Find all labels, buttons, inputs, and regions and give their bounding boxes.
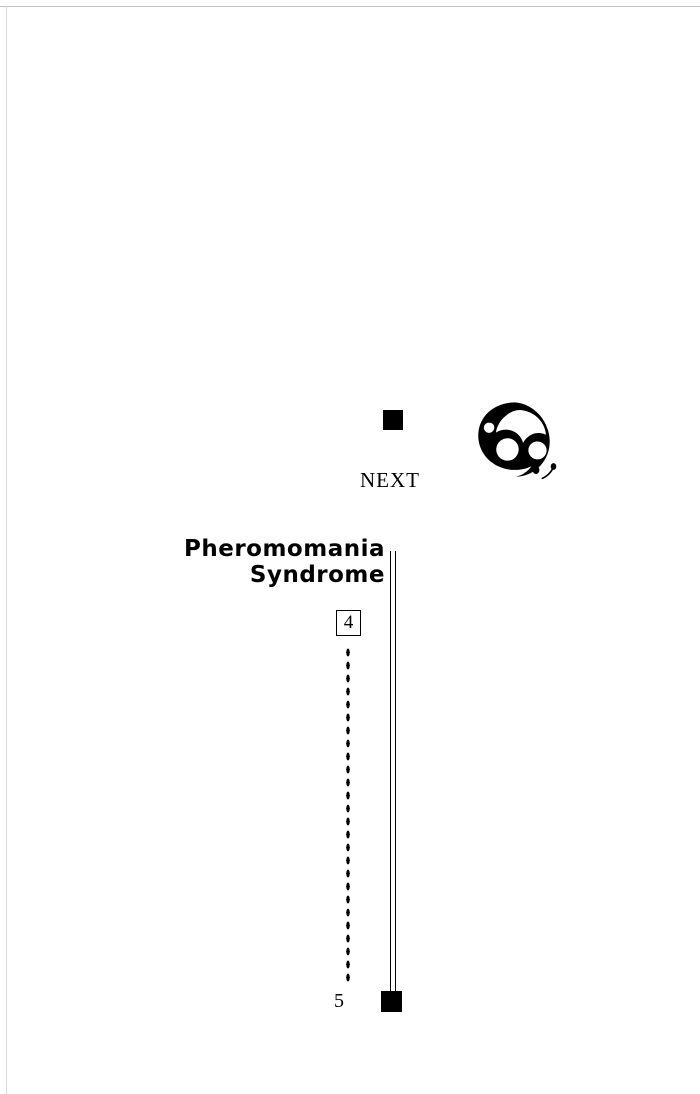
- filled-square-icon: [383, 410, 403, 430]
- title-line-1: Pheromomania: [183, 536, 385, 562]
- vertical-double-rule: [390, 551, 397, 998]
- vertical-dotted-line: [345, 646, 351, 982]
- page-left-edge-line: [6, 6, 7, 1094]
- title-line-2: Syndrome: [249, 562, 385, 588]
- page-title: [140, 538, 385, 587]
- next-label: NEXT: [360, 468, 420, 492]
- page-number: 5: [334, 990, 344, 1012]
- stylized-face-hair-logo-icon: [466, 398, 566, 503]
- chapter-number-box: 4: [336, 610, 361, 636]
- filled-square-end-icon: [381, 991, 402, 1012]
- page-top-edge-line: [0, 6, 700, 7]
